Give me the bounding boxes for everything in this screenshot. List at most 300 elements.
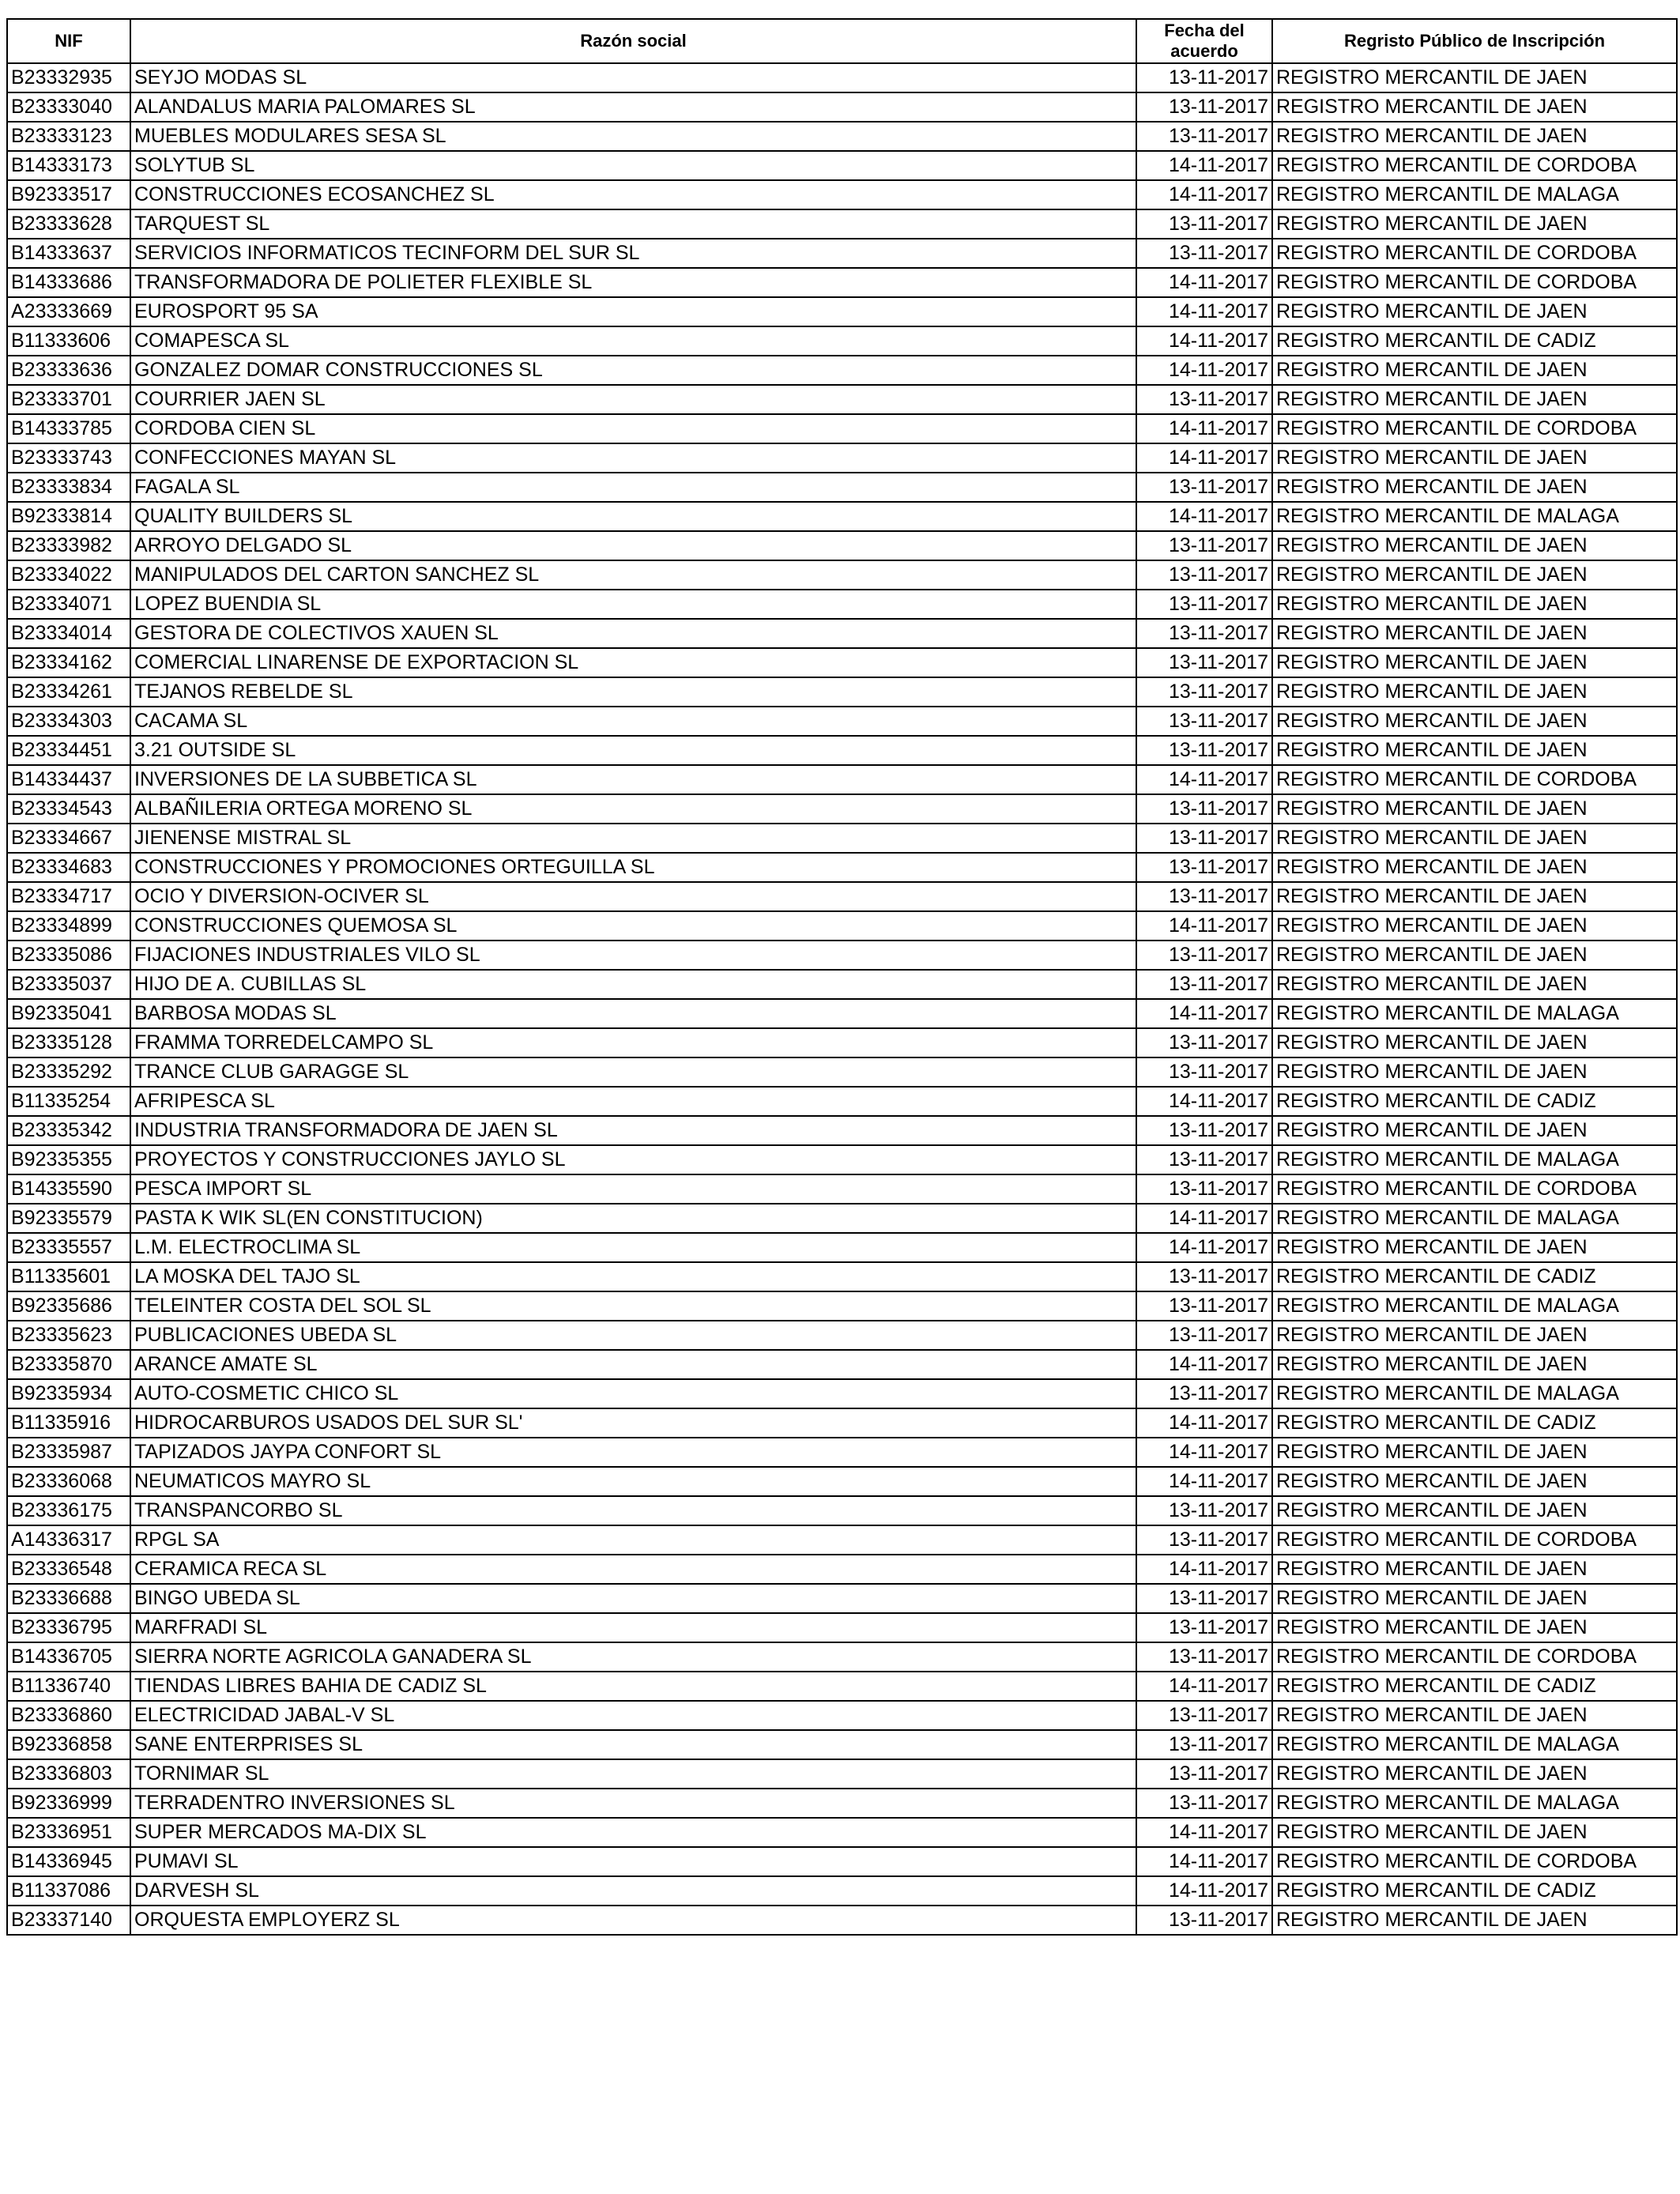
table-row	[7, 443, 1677, 473]
table-row	[7, 414, 1677, 443]
cell-nif: B23334303	[7, 707, 130, 736]
cell-nif: B23335128	[7, 1028, 130, 1057]
cell-registro: REGISTRO MERCANTIL DE JAEN	[1272, 1818, 1677, 1847]
cell-registro: REGISTRO MERCANTIL DE JAEN	[1272, 1555, 1677, 1584]
cell-fecha-acuerdo: 14-11-2017	[1136, 1672, 1272, 1701]
cell-razon-social: LOPEZ BUENDIA SL	[130, 590, 1136, 619]
cell-nif: B23333982	[7, 531, 130, 560]
cell-fecha-acuerdo: 14-11-2017	[1136, 999, 1272, 1028]
cell-nif: B92336858	[7, 1730, 130, 1759]
cell-fecha-acuerdo: 13-11-2017	[1136, 736, 1272, 765]
cell-razon-social: ARANCE AMATE SL	[130, 1350, 1136, 1379]
cell-nif: B23334683	[7, 853, 130, 882]
cell-nif: B23335870	[7, 1350, 130, 1379]
cell-nif: B23335987	[7, 1438, 130, 1467]
cell-registro: REGISTRO MERCANTIL DE CORDOBA	[1272, 1642, 1677, 1672]
cell-nif: B14333173	[7, 151, 130, 180]
cell-registro: REGISTRO MERCANTIL DE JAEN	[1272, 911, 1677, 941]
cell-nif: B23332935	[7, 63, 130, 92]
cell-registro: REGISTRO MERCANTIL DE CADIZ	[1272, 1087, 1677, 1116]
cell-razon-social: ORQUESTA EMPLOYERZ SL	[130, 1906, 1136, 1935]
cell-razon-social: MUEBLES MODULARES SESA SL	[130, 122, 1136, 151]
cell-fecha-acuerdo: 13-11-2017	[1136, 122, 1272, 151]
cell-razon-social: COMAPESCA SL	[130, 326, 1136, 356]
cell-razon-social: PUBLICACIONES UBEDA SL	[130, 1321, 1136, 1350]
cell-razon-social: MARFRADI SL	[130, 1613, 1136, 1642]
cell-razon-social: ALANDALUS MARIA PALOMARES SL	[130, 92, 1136, 122]
cell-registro: REGISTRO MERCANTIL DE JAEN	[1272, 970, 1677, 999]
cell-registro: REGISTRO MERCANTIL DE CADIZ	[1272, 326, 1677, 356]
cell-razon-social: GONZALEZ DOMAR CONSTRUCCIONES SL	[130, 356, 1136, 385]
cell-fecha-acuerdo: 13-11-2017	[1136, 1291, 1272, 1321]
cell-nif: B92333814	[7, 502, 130, 531]
cell-nif: B23336860	[7, 1701, 130, 1730]
header-fecha-line1: Fecha del	[1164, 21, 1245, 40]
cell-razon-social: INDUSTRIA TRANSFORMADORA DE JAEN SL	[130, 1116, 1136, 1145]
table-row	[7, 239, 1677, 268]
cell-registro: REGISTRO MERCANTIL DE CORDOBA	[1272, 765, 1677, 794]
cell-razon-social: TERRADENTRO INVERSIONES SL	[130, 1789, 1136, 1818]
table-row	[7, 297, 1677, 326]
table-row	[7, 1174, 1677, 1204]
table-row	[7, 677, 1677, 707]
cell-razon-social: MANIPULADOS DEL CARTON SANCHEZ SL	[130, 560, 1136, 590]
table-row	[7, 1496, 1677, 1525]
table-row	[7, 1818, 1677, 1847]
table-row	[7, 794, 1677, 824]
cell-nif: B23336548	[7, 1555, 130, 1584]
table-row	[7, 1028, 1677, 1057]
cell-fecha-acuerdo: 13-11-2017	[1136, 853, 1272, 882]
cell-fecha-acuerdo: 13-11-2017	[1136, 1145, 1272, 1174]
cell-fecha-acuerdo: 13-11-2017	[1136, 1379, 1272, 1408]
cell-registro: REGISTRO MERCANTIL DE JAEN	[1272, 560, 1677, 590]
cell-fecha-acuerdo: 13-11-2017	[1136, 619, 1272, 648]
table-row	[7, 707, 1677, 736]
cell-razon-social: CORDOBA CIEN SL	[130, 414, 1136, 443]
cell-registro: REGISTRO MERCANTIL DE JAEN	[1272, 648, 1677, 677]
cell-fecha-acuerdo: 13-11-2017	[1136, 1496, 1272, 1525]
cell-razon-social: SEYJO MODAS SL	[130, 63, 1136, 92]
cell-registro: REGISTRO MERCANTIL DE MALAGA	[1272, 1145, 1677, 1174]
table-row	[7, 590, 1677, 619]
cell-razon-social: SOLYTUB SL	[130, 151, 1136, 180]
cell-registro: REGISTRO MERCANTIL DE CORDOBA	[1272, 239, 1677, 268]
cell-razon-social: AFRIPESCA SL	[130, 1087, 1136, 1116]
table-row	[7, 1145, 1677, 1174]
table-row	[7, 63, 1677, 92]
table-row	[7, 1379, 1677, 1408]
cell-fecha-acuerdo: 14-11-2017	[1136, 151, 1272, 180]
cell-razon-social: TRANCE CLUB GARAGGE SL	[130, 1057, 1136, 1087]
cell-nif: B14333637	[7, 239, 130, 268]
cell-registro: REGISTRO MERCANTIL DE JAEN	[1272, 1906, 1677, 1935]
cell-registro: REGISTRO MERCANTIL DE CORDOBA	[1272, 414, 1677, 443]
cell-fecha-acuerdo: 13-11-2017	[1136, 794, 1272, 824]
cell-nif: B23337140	[7, 1906, 130, 1935]
cell-registro: REGISTRO MERCANTIL DE JAEN	[1272, 677, 1677, 707]
cell-nif: B23333636	[7, 356, 130, 385]
table-row	[7, 1525, 1677, 1555]
cell-nif: B23334071	[7, 590, 130, 619]
table-row	[7, 1291, 1677, 1321]
cell-nif: B23334162	[7, 648, 130, 677]
cell-nif: B23333040	[7, 92, 130, 122]
table-row	[7, 356, 1677, 385]
table-row	[7, 1233, 1677, 1262]
cell-fecha-acuerdo: 14-11-2017	[1136, 502, 1272, 531]
table-row	[7, 853, 1677, 882]
cell-fecha-acuerdo: 13-11-2017	[1136, 1759, 1272, 1789]
cell-razon-social: GESTORA DE COLECTIVOS XAUEN SL	[130, 619, 1136, 648]
cell-nif: B14334437	[7, 765, 130, 794]
header-fecha-line2: acuerdo	[1170, 41, 1238, 61]
cell-nif: B14336705	[7, 1642, 130, 1672]
cell-registro: REGISTRO MERCANTIL DE JAEN	[1272, 707, 1677, 736]
cell-nif: B92335934	[7, 1379, 130, 1408]
cell-razon-social: QUALITY BUILDERS SL	[130, 502, 1136, 531]
cell-nif: B23336803	[7, 1759, 130, 1789]
header-registro: Regristo Público de Inscripción	[1272, 19, 1677, 63]
table-row	[7, 648, 1677, 677]
cell-razon-social: TIENDAS LIBRES BAHIA DE CADIZ SL	[130, 1672, 1136, 1701]
cell-fecha-acuerdo: 13-11-2017	[1136, 677, 1272, 707]
table-row	[7, 1204, 1677, 1233]
table-row	[7, 502, 1677, 531]
cell-razon-social: ALBAÑILERIA ORTEGA MORENO SL	[130, 794, 1136, 824]
cell-fecha-acuerdo: 14-11-2017	[1136, 414, 1272, 443]
cell-fecha-acuerdo: 13-11-2017	[1136, 1730, 1272, 1759]
cell-fecha-acuerdo: 13-11-2017	[1136, 1642, 1272, 1672]
cell-nif: B23334451	[7, 736, 130, 765]
cell-fecha-acuerdo: 13-11-2017	[1136, 1584, 1272, 1613]
cell-razon-social: CONFECCIONES MAYAN SL	[130, 443, 1136, 473]
cell-nif: B92335686	[7, 1291, 130, 1321]
cell-nif: B23333743	[7, 443, 130, 473]
cell-fecha-acuerdo: 13-11-2017	[1136, 209, 1272, 239]
cell-fecha-acuerdo: 13-11-2017	[1136, 1701, 1272, 1730]
cell-nif: B23333628	[7, 209, 130, 239]
cell-razon-social: CONSTRUCCIONES Y PROMOCIONES ORTEGUILLA SL	[130, 853, 1136, 882]
header-razon-social: Razón social	[130, 19, 1136, 63]
header-fecha-acuerdo	[1136, 19, 1272, 63]
cell-nif: B23334022	[7, 560, 130, 590]
table-row	[7, 1408, 1677, 1438]
table-row	[7, 268, 1677, 297]
cell-fecha-acuerdo: 13-11-2017	[1136, 473, 1272, 502]
cell-nif: B92335355	[7, 1145, 130, 1174]
cell-fecha-acuerdo: 13-11-2017	[1136, 1906, 1272, 1935]
table-row	[7, 1262, 1677, 1291]
cell-fecha-acuerdo: 13-11-2017	[1136, 92, 1272, 122]
cell-registro: REGISTRO MERCANTIL DE JAEN	[1272, 1613, 1677, 1642]
cell-razon-social: FRAMMA TORREDELCAMPO SL	[130, 1028, 1136, 1057]
cell-fecha-acuerdo: 14-11-2017	[1136, 1876, 1272, 1906]
cell-nif: B11336740	[7, 1672, 130, 1701]
header-row	[7, 19, 1677, 63]
cell-fecha-acuerdo: 13-11-2017	[1136, 1262, 1272, 1291]
cell-fecha-acuerdo: 13-11-2017	[1136, 648, 1272, 677]
table-row	[7, 1584, 1677, 1613]
cell-fecha-acuerdo: 14-11-2017	[1136, 1818, 1272, 1847]
cell-nif: B11333606	[7, 326, 130, 356]
cell-razon-social: TARQUEST SL	[130, 209, 1136, 239]
cell-registro: REGISTRO MERCANTIL DE JAEN	[1272, 941, 1677, 970]
cell-fecha-acuerdo: 14-11-2017	[1136, 1204, 1272, 1233]
cell-registro: REGISTRO MERCANTIL DE JAEN	[1272, 853, 1677, 882]
cell-fecha-acuerdo: 14-11-2017	[1136, 268, 1272, 297]
table-row	[7, 619, 1677, 648]
cell-razon-social: 3.21 OUTSIDE SL	[130, 736, 1136, 765]
table-row	[7, 736, 1677, 765]
table-row	[7, 180, 1677, 209]
cell-nif: B92335041	[7, 999, 130, 1028]
cell-nif: B23335342	[7, 1116, 130, 1145]
cell-nif: B23334014	[7, 619, 130, 648]
cell-registro: REGISTRO MERCANTIL DE CADIZ	[1272, 1408, 1677, 1438]
cell-fecha-acuerdo: 14-11-2017	[1136, 1555, 1272, 1584]
cell-nif: B11337086	[7, 1876, 130, 1906]
cell-registro: REGISTRO MERCANTIL DE JAEN	[1272, 736, 1677, 765]
cell-razon-social: AUTO-COSMETIC CHICO SL	[130, 1379, 1136, 1408]
cell-razon-social: CACAMA SL	[130, 707, 1136, 736]
cell-registro: REGISTRO MERCANTIL DE CADIZ	[1272, 1876, 1677, 1906]
cell-registro: REGISTRO MERCANTIL DE JAEN	[1272, 590, 1677, 619]
table-header	[7, 19, 1677, 63]
table-row	[7, 1555, 1677, 1584]
cell-nif: B23336068	[7, 1467, 130, 1496]
cell-fecha-acuerdo: 14-11-2017	[1136, 765, 1272, 794]
table-row	[7, 1613, 1677, 1642]
cell-nif: B23335623	[7, 1321, 130, 1350]
table-row	[7, 999, 1677, 1028]
cell-razon-social: COMERCIAL LINARENSE DE EXPORTACION SL	[130, 648, 1136, 677]
table-row	[7, 1350, 1677, 1379]
cell-nif: B14335590	[7, 1174, 130, 1204]
table-row	[7, 209, 1677, 239]
cell-razon-social: TAPIZADOS JAYPA CONFORT SL	[130, 1438, 1136, 1467]
cell-nif: B23333123	[7, 122, 130, 151]
cell-registro: REGISTRO MERCANTIL DE JAEN	[1272, 882, 1677, 911]
table-row	[7, 1672, 1677, 1701]
table-row	[7, 1321, 1677, 1350]
table-row	[7, 941, 1677, 970]
cell-registro: REGISTRO MERCANTIL DE CORDOBA	[1272, 1525, 1677, 1555]
cell-razon-social: PUMAVI SL	[130, 1847, 1136, 1876]
cell-nif: B23333701	[7, 385, 130, 414]
cell-registro: REGISTRO MERCANTIL DE JAEN	[1272, 443, 1677, 473]
cell-fecha-acuerdo: 14-11-2017	[1136, 1438, 1272, 1467]
cell-nif: B23334543	[7, 794, 130, 824]
cell-razon-social: CONSTRUCCIONES ECOSANCHEZ SL	[130, 180, 1136, 209]
cell-razon-social: BINGO UBEDA SL	[130, 1584, 1136, 1613]
cell-registro: REGISTRO MERCANTIL DE MALAGA	[1272, 1730, 1677, 1759]
table-row	[7, 92, 1677, 122]
registry-table	[6, 18, 1678, 1936]
cell-razon-social: SUPER MERCADOS MA-DIX SL	[130, 1818, 1136, 1847]
cell-registro: REGISTRO MERCANTIL DE JAEN	[1272, 619, 1677, 648]
cell-razon-social: DARVESH SL	[130, 1876, 1136, 1906]
table-row	[7, 1906, 1677, 1935]
cell-fecha-acuerdo: 13-11-2017	[1136, 1789, 1272, 1818]
header-nif: NIF	[7, 19, 130, 63]
cell-nif: B23334667	[7, 824, 130, 853]
cell-razon-social: TELEINTER COSTA DEL SOL SL	[130, 1291, 1136, 1321]
cell-registro: REGISTRO MERCANTIL DE JAEN	[1272, 92, 1677, 122]
cell-fecha-acuerdo: 13-11-2017	[1136, 560, 1272, 590]
cell-nif: A14336317	[7, 1525, 130, 1555]
cell-razon-social: CERAMICA RECA SL	[130, 1555, 1136, 1584]
cell-registro: REGISTRO MERCANTIL DE JAEN	[1272, 1350, 1677, 1379]
cell-razon-social: FAGALA SL	[130, 473, 1136, 502]
cell-fecha-acuerdo: 14-11-2017	[1136, 326, 1272, 356]
cell-registro: REGISTRO MERCANTIL DE JAEN	[1272, 531, 1677, 560]
cell-razon-social: HIJO DE A. CUBILLAS SL	[130, 970, 1136, 999]
cell-nif: B23336175	[7, 1496, 130, 1525]
cell-registro: REGISTRO MERCANTIL DE JAEN	[1272, 1233, 1677, 1262]
table-row	[7, 1876, 1677, 1906]
cell-registro: REGISTRO MERCANTIL DE JAEN	[1272, 209, 1677, 239]
table-row	[7, 1438, 1677, 1467]
cell-registro: REGISTRO MERCANTIL DE JAEN	[1272, 1584, 1677, 1613]
cell-fecha-acuerdo: 14-11-2017	[1136, 1350, 1272, 1379]
cell-fecha-acuerdo: 14-11-2017	[1136, 356, 1272, 385]
cell-razon-social: ARROYO DELGADO SL	[130, 531, 1136, 560]
cell-registro: REGISTRO MERCANTIL DE MALAGA	[1272, 1204, 1677, 1233]
cell-fecha-acuerdo: 14-11-2017	[1136, 443, 1272, 473]
cell-razon-social: COURRIER JAEN SL	[130, 385, 1136, 414]
cell-fecha-acuerdo: 13-11-2017	[1136, 1057, 1272, 1087]
cell-fecha-acuerdo: 14-11-2017	[1136, 1408, 1272, 1438]
cell-razon-social: PASTA K WIK SL(EN CONSTITUCION)	[130, 1204, 1136, 1233]
cell-razon-social: HIDROCARBUROS USADOS DEL SUR SL'	[130, 1408, 1136, 1438]
cell-fecha-acuerdo: 13-11-2017	[1136, 882, 1272, 911]
table-row	[7, 970, 1677, 999]
cell-fecha-acuerdo: 13-11-2017	[1136, 63, 1272, 92]
cell-nif: B23333834	[7, 473, 130, 502]
cell-registro: REGISTRO MERCANTIL DE JAEN	[1272, 794, 1677, 824]
cell-fecha-acuerdo: 14-11-2017	[1136, 297, 1272, 326]
cell-registro: REGISTRO MERCANTIL DE MALAGA	[1272, 999, 1677, 1028]
cell-registro: REGISTRO MERCANTIL DE MALAGA	[1272, 1789, 1677, 1818]
cell-nif: B23335086	[7, 941, 130, 970]
table-row	[7, 1116, 1677, 1145]
table-row	[7, 1467, 1677, 1496]
cell-nif: A23333669	[7, 297, 130, 326]
cell-nif: B23335557	[7, 1233, 130, 1262]
cell-registro: REGISTRO MERCANTIL DE JAEN	[1272, 297, 1677, 326]
cell-razon-social: SANE ENTERPRISES SL	[130, 1730, 1136, 1759]
cell-fecha-acuerdo: 14-11-2017	[1136, 1233, 1272, 1262]
cell-registro: REGISTRO MERCANTIL DE JAEN	[1272, 1496, 1677, 1525]
cell-fecha-acuerdo: 13-11-2017	[1136, 824, 1272, 853]
cell-fecha-acuerdo: 14-11-2017	[1136, 1847, 1272, 1876]
cell-razon-social: OCIO Y DIVERSION-OCIVER SL	[130, 882, 1136, 911]
cell-fecha-acuerdo: 13-11-2017	[1136, 385, 1272, 414]
cell-registro: REGISTRO MERCANTIL DE CADIZ	[1272, 1672, 1677, 1701]
cell-fecha-acuerdo: 13-11-2017	[1136, 941, 1272, 970]
cell-nif: B23336951	[7, 1818, 130, 1847]
cell-fecha-acuerdo: 13-11-2017	[1136, 970, 1272, 999]
cell-razon-social: LA MOSKA DEL TAJO SL	[130, 1262, 1136, 1291]
cell-nif: B14336945	[7, 1847, 130, 1876]
cell-fecha-acuerdo: 13-11-2017	[1136, 1116, 1272, 1145]
cell-registro: REGISTRO MERCANTIL DE JAEN	[1272, 122, 1677, 151]
cell-registro: REGISTRO MERCANTIL DE JAEN	[1272, 1759, 1677, 1789]
cell-nif: B92336999	[7, 1789, 130, 1818]
cell-nif: B14333785	[7, 414, 130, 443]
cell-nif: B14333686	[7, 268, 130, 297]
table-row	[7, 1701, 1677, 1730]
cell-razon-social: SERVICIOS INFORMATICOS TECINFORM DEL SUR SL	[130, 239, 1136, 268]
cell-registro: REGISTRO MERCANTIL DE CORDOBA	[1272, 268, 1677, 297]
cell-registro: REGISTRO MERCANTIL DE MALAGA	[1272, 1379, 1677, 1408]
cell-nif: B92333517	[7, 180, 130, 209]
cell-fecha-acuerdo: 13-11-2017	[1136, 1525, 1272, 1555]
cell-razon-social: JIENENSE MISTRAL SL	[130, 824, 1136, 853]
cell-registro: REGISTRO MERCANTIL DE JAEN	[1272, 1116, 1677, 1145]
cell-registro: REGISTRO MERCANTIL DE JAEN	[1272, 1467, 1677, 1496]
cell-registro: REGISTRO MERCANTIL DE JAEN	[1272, 385, 1677, 414]
cell-razon-social: TORNIMAR SL	[130, 1759, 1136, 1789]
cell-nif: B23336795	[7, 1613, 130, 1642]
cell-razon-social: TEJANOS REBELDE SL	[130, 677, 1136, 707]
cell-nif: B11335601	[7, 1262, 130, 1291]
cell-registro: REGISTRO MERCANTIL DE MALAGA	[1272, 502, 1677, 531]
cell-fecha-acuerdo: 13-11-2017	[1136, 239, 1272, 268]
cell-fecha-acuerdo: 13-11-2017	[1136, 707, 1272, 736]
cell-razon-social: ELECTRICIDAD JABAL-V SL	[130, 1701, 1136, 1730]
cell-fecha-acuerdo: 13-11-2017	[1136, 1321, 1272, 1350]
cell-razon-social: CONSTRUCCIONES QUEMOSA SL	[130, 911, 1136, 941]
cell-fecha-acuerdo: 13-11-2017	[1136, 531, 1272, 560]
cell-razon-social: EUROSPORT 95 SA	[130, 297, 1136, 326]
cell-razon-social: TRANSPANCORBO SL	[130, 1496, 1136, 1525]
cell-registro: REGISTRO MERCANTIL DE CORDOBA	[1272, 1174, 1677, 1204]
table-row	[7, 385, 1677, 414]
cell-nif: B23336688	[7, 1584, 130, 1613]
cell-fecha-acuerdo: 13-11-2017	[1136, 1028, 1272, 1057]
table-row	[7, 1087, 1677, 1116]
cell-registro: REGISTRO MERCANTIL DE CADIZ	[1272, 1262, 1677, 1291]
cell-nif: B23335292	[7, 1057, 130, 1087]
cell-nif: B23334717	[7, 882, 130, 911]
table-row	[7, 473, 1677, 502]
cell-registro: REGISTRO MERCANTIL DE JAEN	[1272, 1701, 1677, 1730]
table-row	[7, 326, 1677, 356]
table-row	[7, 1057, 1677, 1087]
cell-fecha-acuerdo: 14-11-2017	[1136, 911, 1272, 941]
cell-nif: B23335037	[7, 970, 130, 999]
cell-razon-social: BARBOSA MODAS SL	[130, 999, 1136, 1028]
table-row	[7, 1730, 1677, 1759]
table-row	[7, 911, 1677, 941]
cell-fecha-acuerdo: 14-11-2017	[1136, 1087, 1272, 1116]
table-row	[7, 151, 1677, 180]
cell-razon-social: SIERRA NORTE AGRICOLA GANADERA SL	[130, 1642, 1136, 1672]
cell-registro: REGISTRO MERCANTIL DE JAEN	[1272, 63, 1677, 92]
cell-razon-social: FIJACIONES INDUSTRIALES VILO SL	[130, 941, 1136, 970]
cell-registro: REGISTRO MERCANTIL DE JAEN	[1272, 356, 1677, 385]
cell-razon-social: PROYECTOS Y CONSTRUCCIONES JAYLO SL	[130, 1145, 1136, 1174]
table-row	[7, 1789, 1677, 1818]
cell-registro: REGISTRO MERCANTIL DE MALAGA	[1272, 180, 1677, 209]
cell-nif: B11335916	[7, 1408, 130, 1438]
cell-razon-social: RPGL SA	[130, 1525, 1136, 1555]
cell-registro: REGISTRO MERCANTIL DE JAEN	[1272, 1057, 1677, 1087]
table-row	[7, 560, 1677, 590]
cell-registro: REGISTRO MERCANTIL DE JAEN	[1272, 1028, 1677, 1057]
